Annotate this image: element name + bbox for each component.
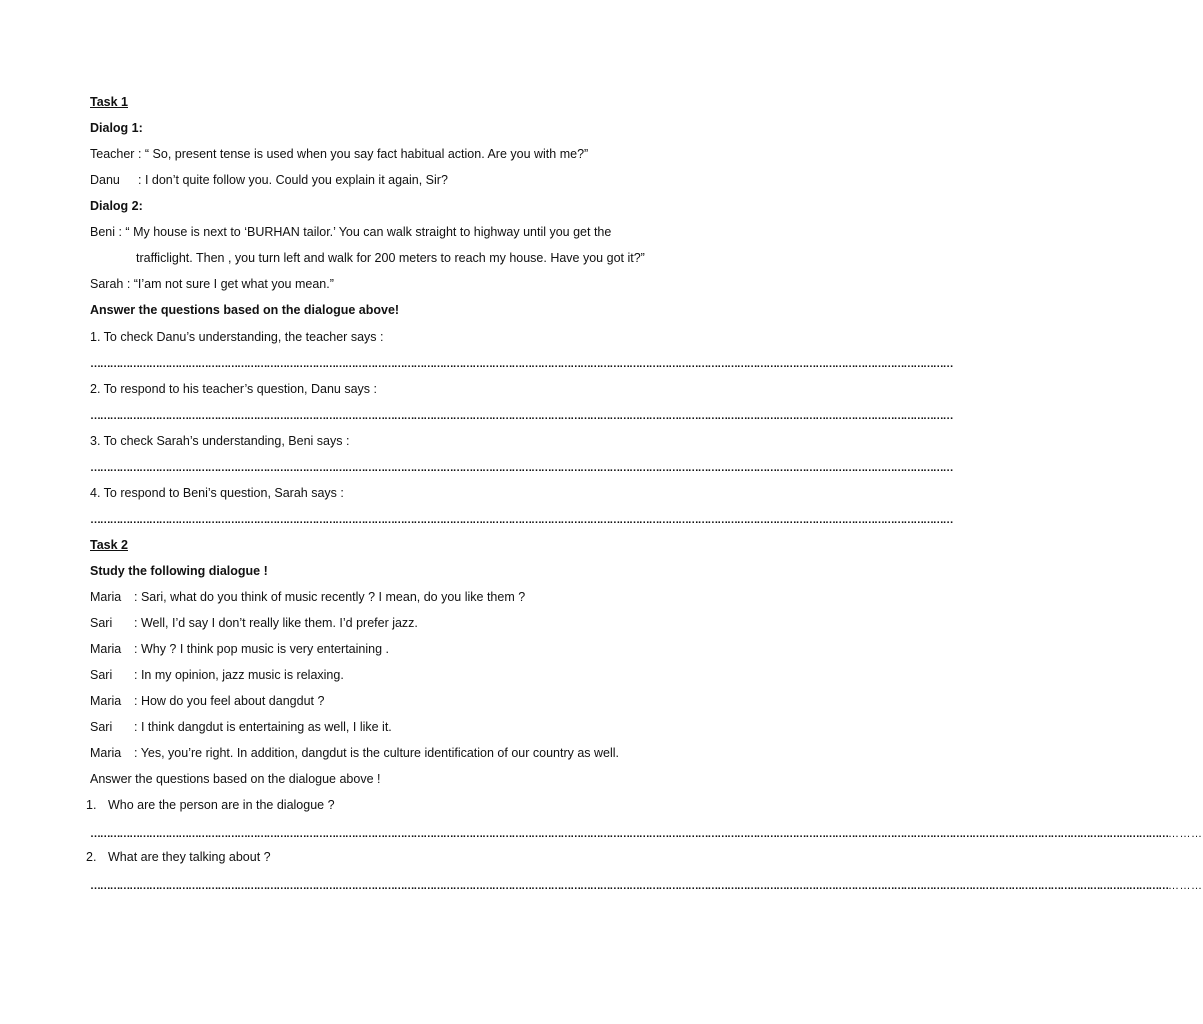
dialogue-line	[90, 693, 324, 709]
dialog1-title: Dialog 1:	[90, 121, 143, 135]
speaker: Maria	[90, 642, 122, 656]
task2-answer-instruction: Answer the questions based on the dialogue above !	[90, 772, 381, 786]
answer-dots: ……………………………………………………………………………………………………………………………………………………………………………………………………………………………………………………………………………………………………	[90, 880, 1169, 892]
task2-title: Task 2	[90, 538, 128, 552]
speaker: Maria	[90, 746, 122, 760]
beni-line-1: Beni : “ My house is next to ‘BURHAN tailor.’ You can walk straight to highway until you get the	[90, 225, 612, 239]
danu-speaker: Danu	[90, 173, 120, 187]
answer-blank-6[interactable]	[90, 877, 1203, 894]
speaker: Sari	[90, 720, 113, 734]
utterance: : Well, I’d say I don’t really like them. I’d prefer jazz.	[134, 616, 418, 630]
task2-instruction: Study the following dialogue !	[90, 564, 268, 578]
dialogue-line	[90, 615, 418, 631]
question-text: What are they talking about ?	[108, 850, 271, 864]
dialogue-line	[90, 667, 344, 683]
task1-question-4: 4. To respond to Beni’s question, Sarah says :	[90, 486, 344, 500]
utterance: : I think dangdut is entertaining as well, I like it.	[134, 720, 392, 734]
answer-dots: ……………………………………………………………………………………………………………………………………………………………………………………………………………………………………………………………………………………………………	[90, 828, 1169, 840]
answer-blank-3[interactable]: …………………………………………………………………………………………………………………………………………………………………………………………………………………………………………	[90, 462, 953, 474]
beni-line-2: trafficlight. Then , you turn left and walk for 200 meters to reach my house. Have you got it?”	[136, 251, 645, 265]
question-number: 1.	[86, 798, 97, 812]
teacher-line: Teacher : “ So, present tense is used when you say fact habitual action. Are you with me?”	[90, 147, 589, 161]
dialogue-line	[90, 745, 619, 761]
task1-question-1: 1. To check Danu’s understanding, the teacher says :	[90, 330, 384, 344]
task1-question-2: 2. To respond to his teacher’s question, Danu says :	[90, 382, 377, 396]
task1-title: Task 1	[90, 95, 128, 109]
answer-blank-5[interactable]	[90, 825, 1203, 842]
question-number: 2.	[86, 850, 97, 864]
speaker: Maria	[90, 590, 122, 604]
utterance: : How do you feel about dangdut ?	[134, 694, 325, 708]
speaker: Sari	[90, 668, 113, 682]
task2-question-2	[86, 849, 271, 865]
answer-blank-4[interactable]: …………………………………………………………………………………………………………………………………………………………………………………………………………………………………………	[90, 514, 953, 526]
task2-question-1	[86, 797, 335, 813]
task1-instruction: Answer the questions based on the dialogue above!	[90, 303, 400, 317]
speaker: Maria	[90, 694, 122, 708]
sarah-line: Sarah : “I’am not sure I get what you mean.”	[90, 277, 334, 291]
dialogue-line	[90, 589, 525, 605]
dialogue-line	[90, 719, 392, 735]
speaker: Sari	[90, 616, 113, 630]
utterance: : In my opinion, jazz music is relaxing.	[134, 668, 344, 682]
dialogue-line	[90, 641, 389, 657]
danu-line	[90, 172, 448, 188]
question-text: Who are the person are in the dialogue ?	[108, 798, 335, 812]
utterance: : Sari, what do you think of music recently ? I mean, do you like them ?	[134, 590, 526, 604]
answer-dots-tail: ………	[1168, 828, 1203, 840]
danu-text: : I don’t quite follow you. Could you explain it again, Sir?	[138, 173, 448, 187]
answer-blank-2[interactable]: …………………………………………………………………………………………………………………………………………………………………………………………………………………………………………	[90, 410, 953, 422]
utterance: : Yes, you’re right. In addition, dangdut is the culture identification of our country as well.	[134, 746, 620, 760]
utterance: : Why ? I think pop music is very entertaining .	[134, 642, 389, 656]
task1-question-3: 3. To check Sarah’s understanding, Beni says :	[90, 434, 350, 448]
answer-dots-tail: ………	[1168, 880, 1203, 892]
answer-blank-1[interactable]: …………………………………………………………………………………………………………………………………………………………………………………………………………………………………………	[90, 358, 953, 370]
dialog2-title: Dialog 2:	[90, 199, 143, 213]
